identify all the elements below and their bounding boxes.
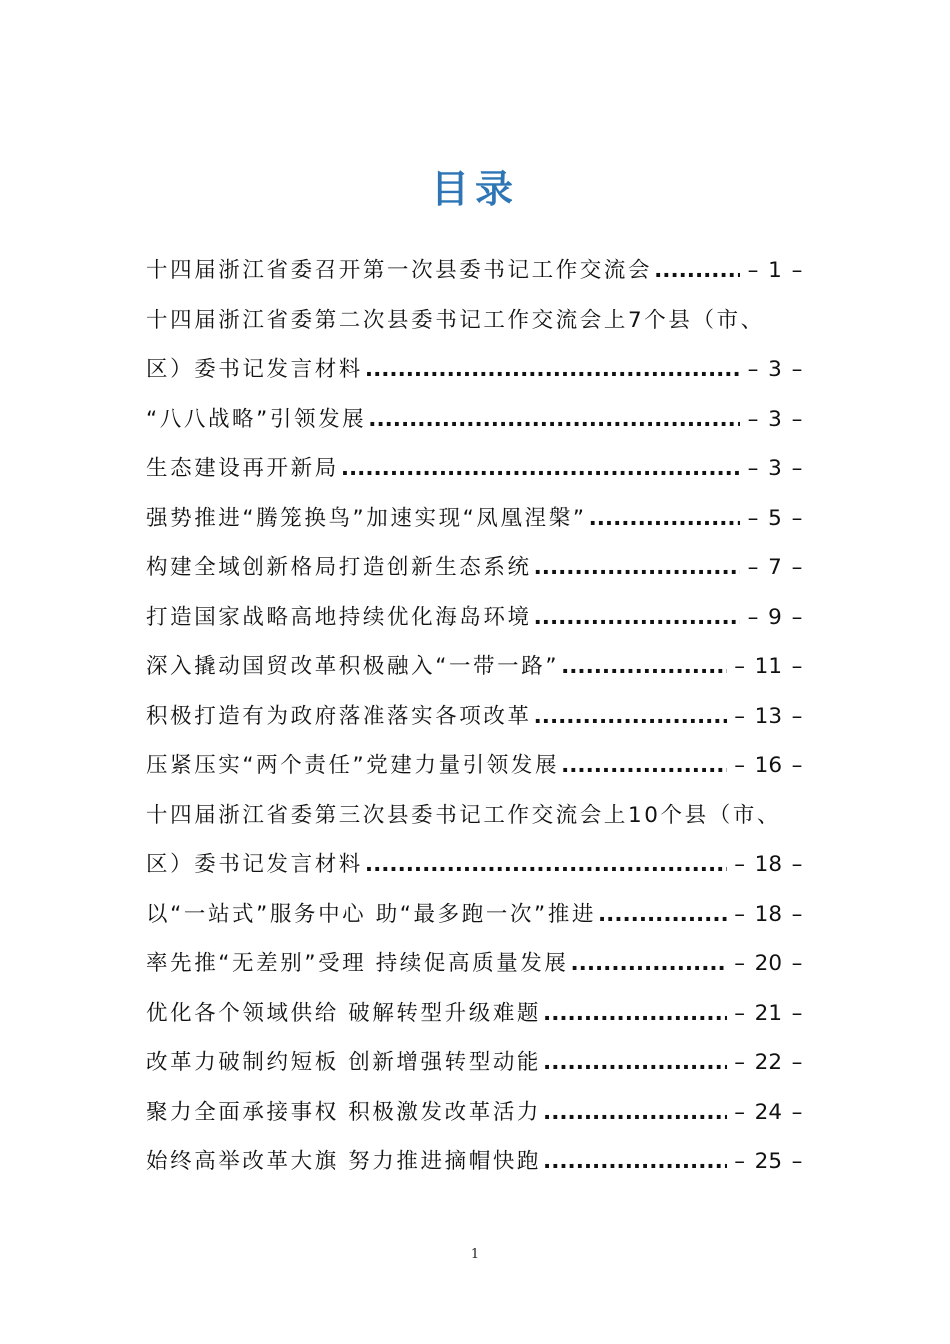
toc-page-number <box>742 246 808 296</box>
toc-entry-text: 构建全域创新格局打造创新生态系统 <box>146 555 532 580</box>
toc-leader-dots <box>534 692 727 742</box>
toc-leader-dots <box>543 1038 727 1088</box>
toc-page-number <box>742 395 808 445</box>
toc-leader-dots <box>543 1088 727 1138</box>
page-number-value: 1 <box>768 258 782 283</box>
toc-entry[interactable] <box>146 1137 808 1187</box>
toc-entry[interactable] <box>146 642 808 692</box>
page-number-value: 18 <box>754 901 782 927</box>
toc-line-with-page <box>146 1038 808 1088</box>
page-dash-left: – <box>734 1149 746 1174</box>
page-number-value: 22 <box>754 1050 782 1075</box>
toc-entry[interactable] <box>146 444 808 494</box>
page-dash-left: – <box>747 406 759 432</box>
toc-line-with-page <box>146 543 808 593</box>
page-dash-left: – <box>734 1099 746 1125</box>
toc-entry[interactable] <box>146 395 808 445</box>
toc-page-number <box>729 1137 808 1187</box>
toc-leader-dots <box>365 345 740 395</box>
toc-line-with-page <box>146 1137 808 1187</box>
toc-leader-dots <box>365 840 727 890</box>
toc-line-with-page <box>146 345 808 395</box>
toc-leader-dots <box>561 741 727 791</box>
page-dash-right: – <box>791 406 803 432</box>
toc-entry[interactable] <box>146 939 808 989</box>
toc-leader-dots <box>543 989 727 1039</box>
toc-line-with-page <box>146 246 808 296</box>
toc-leader-dots <box>571 939 727 989</box>
toc-leader-dots <box>534 543 740 593</box>
toc-entry-text: 改革力破制约短板 创新增强转型动能 <box>146 1050 542 1075</box>
toc-line-with-page <box>146 593 808 643</box>
page-number-value: 16 <box>754 753 782 778</box>
page-dash-right: – <box>791 357 803 382</box>
page-number-footer: 1 <box>470 1247 480 1262</box>
toc-leader-dots <box>543 1137 727 1187</box>
page-dash-left: – <box>734 753 746 778</box>
toc-leader-dots <box>368 395 740 445</box>
toc-leader-dots <box>341 444 740 494</box>
toc-line-with-page <box>146 1088 808 1138</box>
toc-entry[interactable] <box>146 1088 808 1138</box>
toc-entry-text: 率先推“无差别”受理 持续促高质量发展 <box>146 951 569 976</box>
toc-leader-dots <box>654 246 740 296</box>
toc-line-with-page <box>146 494 808 544</box>
toc-line-with-page <box>146 642 808 692</box>
page-dash-right: – <box>791 1099 803 1125</box>
toc-page-number <box>729 890 808 940</box>
page-title: 目录 <box>430 167 519 211</box>
page-number-value: 21 <box>754 1000 782 1026</box>
toc-leader-dots <box>589 494 740 544</box>
page-number-value: 20 <box>754 951 782 976</box>
page-dash-right: – <box>791 703 803 729</box>
toc-line-with-page <box>146 939 808 989</box>
page-dash-left: – <box>734 951 746 976</box>
page-number-value: 18 <box>754 852 782 877</box>
toc-entry-text: 生态建设再开新局 <box>146 456 339 481</box>
toc-page-number <box>729 840 808 890</box>
page-number-value: 13 <box>754 703 782 729</box>
toc-entry[interactable] <box>146 593 808 643</box>
page-dash-left: – <box>734 654 746 679</box>
page-dash-right: – <box>791 456 803 481</box>
toc-entry[interactable] <box>146 741 808 791</box>
toc-page-number <box>729 692 808 742</box>
toc-entry-text: 十四届浙江省委召开第一次县委书记工作交流会 <box>146 258 653 283</box>
toc-entry[interactable] <box>146 692 808 742</box>
toc-entry-text: 强势推进“腾笼换鸟”加速实现“凤凰涅槃” <box>146 505 587 531</box>
page-number-value: 9 <box>768 604 782 630</box>
toc-page-number <box>729 939 808 989</box>
page-dash-right: – <box>791 1000 803 1026</box>
toc-leader-dots <box>534 593 740 643</box>
toc-line-with-page <box>146 444 808 494</box>
toc-entry-text: 十四届浙江省委第二次县委书记工作交流会上7个县（市、 <box>146 307 765 333</box>
toc-line-with-page <box>146 395 808 445</box>
page-number-value: 11 <box>754 654 782 679</box>
toc-entry[interactable] <box>146 791 808 890</box>
toc-entry-text: “八八战略”引领发展 <box>146 406 367 432</box>
page-dash-left: – <box>734 852 746 877</box>
toc-page-number <box>729 642 808 692</box>
toc-entry-text: 区）委书记发言材料 <box>146 852 363 877</box>
toc-entry-text: 优化各个领域供给 破解转型升级难题 <box>146 1000 542 1026</box>
page-number-value: 3 <box>768 456 782 481</box>
page-number-value: 24 <box>754 1099 782 1125</box>
page-dash-left: – <box>747 604 759 630</box>
toc-entry-text: 以“一站式”服务中心 助“最多跑一次”推进 <box>146 901 596 927</box>
page-dash-right: – <box>791 951 803 976</box>
toc-line-with-page <box>146 692 808 742</box>
toc-line-wrapped <box>146 296 808 346</box>
toc-entry-text: 打造国家战略高地持续优化海岛环境 <box>146 604 532 630</box>
toc-line-wrapped <box>146 791 808 841</box>
toc-leader-dots <box>561 642 727 692</box>
toc-page-number <box>729 741 808 791</box>
toc-line-with-page <box>146 741 808 791</box>
toc-line-with-page <box>146 890 808 940</box>
toc-line-with-page <box>146 989 808 1039</box>
toc-page-number <box>742 345 808 395</box>
page-dash-left: – <box>734 1000 746 1026</box>
page-dash-right: – <box>791 1149 803 1174</box>
toc-entry[interactable] <box>146 543 808 593</box>
toc-page-number <box>742 593 808 643</box>
page-dash-left: – <box>734 1050 746 1075</box>
toc-leader-dots <box>598 890 727 940</box>
page-dash-right: – <box>791 753 803 778</box>
toc-page-number <box>729 1088 808 1138</box>
toc-entry-text: 始终高举改革大旗 努力推进摘帽快跑 <box>146 1149 542 1174</box>
page-number-value: 7 <box>768 555 782 580</box>
page-dash-left: – <box>734 901 746 927</box>
page-number-value: 3 <box>768 406 782 432</box>
page-dash-left: – <box>734 703 746 729</box>
page-dash-right: – <box>791 901 803 927</box>
toc-page-number <box>729 1038 808 1088</box>
table-of-contents <box>146 246 808 1187</box>
toc-entry-text: 深入撬动国贸改革积极融入“一带一路” <box>146 654 560 679</box>
toc-page-number <box>742 444 808 494</box>
page-number-value: 25 <box>754 1149 782 1174</box>
page-dash-left: – <box>747 258 759 283</box>
page-dash-left: – <box>747 456 759 481</box>
page-dash-right: – <box>791 1050 803 1075</box>
toc-entry[interactable] <box>146 989 808 1039</box>
toc-entry-text: 压紧压实“两个责任”党建力量引领发展 <box>146 753 560 778</box>
toc-page-number <box>742 494 808 544</box>
toc-line-with-page <box>146 840 808 890</box>
toc-page-number <box>742 543 808 593</box>
page-dash-right: – <box>791 505 803 531</box>
page-dash-left: – <box>747 505 759 531</box>
toc-entry-text: 积极打造有为政府落准落实各项改革 <box>146 703 532 729</box>
toc-entry-text: 聚力全面承接事权 积极激发改革活力 <box>146 1099 542 1125</box>
toc-entry[interactable] <box>146 246 808 296</box>
page-dash-left: – <box>747 555 759 580</box>
page-dash-right: – <box>791 555 803 580</box>
toc-entry-text: 区）委书记发言材料 <box>146 357 363 382</box>
page-number-value: 3 <box>768 357 782 382</box>
toc-page-number <box>729 989 808 1039</box>
page-dash-right: – <box>791 852 803 877</box>
page-dash-left: – <box>747 357 759 382</box>
page-dash-right: – <box>791 654 803 679</box>
page-dash-right: – <box>791 604 803 630</box>
toc-entry[interactable] <box>146 296 808 395</box>
toc-entry[interactable] <box>146 1038 808 1088</box>
toc-entry[interactable] <box>146 494 808 544</box>
page-number-value: 5 <box>768 505 782 531</box>
page-dash-right: – <box>791 258 803 283</box>
toc-entry-text: 十四届浙江省委第三次县委书记工作交流会上10个县（市、 <box>146 802 782 828</box>
toc-entry[interactable] <box>146 890 808 940</box>
